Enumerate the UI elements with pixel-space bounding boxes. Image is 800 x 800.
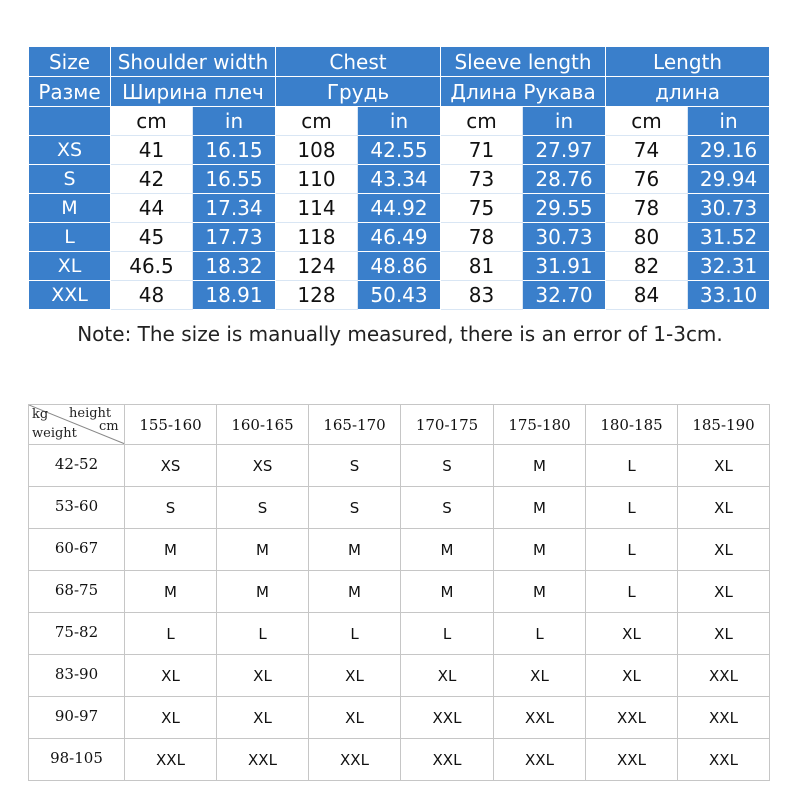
size-value-cell: 28.76 bbox=[523, 165, 606, 194]
size-value-cell: 73 bbox=[441, 165, 523, 194]
size-header: Size bbox=[29, 47, 111, 77]
size-row bbox=[29, 252, 770, 281]
recommended-size-cell: XL bbox=[125, 655, 217, 697]
weight-range-label: 98-105 bbox=[29, 739, 125, 781]
size-value-cell: 17.34 bbox=[193, 194, 276, 223]
height-range-header: 180-185 bbox=[586, 405, 678, 445]
column-header: Shoulder width bbox=[111, 47, 276, 77]
size-value-cell: 80 bbox=[606, 223, 688, 252]
recommended-size-cell: M bbox=[217, 529, 309, 571]
unit-label: cm bbox=[111, 107, 193, 136]
recommended-size-cell: XS bbox=[217, 445, 309, 487]
measurement-note: Note: The size is manually measured, there is an error of 1-3cm. bbox=[77, 322, 723, 346]
size-row bbox=[29, 165, 770, 194]
size-value-cell: 30.73 bbox=[523, 223, 606, 252]
size-value-cell: 44 bbox=[111, 194, 193, 223]
unit-label: cm bbox=[606, 107, 688, 136]
weight-range-label: 90-97 bbox=[29, 697, 125, 739]
size-value-cell: 18.32 bbox=[193, 252, 276, 281]
size-label: L bbox=[29, 223, 111, 252]
recommended-size-cell: L bbox=[217, 613, 309, 655]
recommended-size-cell: XL bbox=[586, 655, 678, 697]
size-label: S bbox=[29, 165, 111, 194]
recommended-size-cell: L bbox=[586, 445, 678, 487]
weight-height-table bbox=[28, 404, 770, 781]
size-table-body bbox=[29, 47, 770, 310]
column-header-ru: длина bbox=[606, 77, 770, 107]
weight-row bbox=[29, 571, 770, 613]
size-value-cell: 31.52 bbox=[688, 223, 770, 252]
weight-row bbox=[29, 697, 770, 739]
size-value-cell: 124 bbox=[276, 252, 358, 281]
recommended-size-cell: XL bbox=[309, 697, 401, 739]
corner-height-label: height bbox=[69, 406, 112, 421]
size-row bbox=[29, 223, 770, 252]
height-range-header: 165-170 bbox=[309, 405, 401, 445]
column-header: Sleeve length bbox=[441, 47, 606, 77]
recommended-size-cell: M bbox=[494, 445, 586, 487]
unit-row-spacer bbox=[29, 107, 111, 136]
recommended-size-cell: L bbox=[309, 613, 401, 655]
size-value-cell: 16.15 bbox=[193, 136, 276, 165]
recommended-size-cell: S bbox=[309, 445, 401, 487]
size-value-cell: 108 bbox=[276, 136, 358, 165]
recommended-size-cell: S bbox=[217, 487, 309, 529]
recommended-size-cell: XXL bbox=[494, 739, 586, 781]
weight-range-label: 53-60 bbox=[29, 487, 125, 529]
recommended-size-cell: S bbox=[125, 487, 217, 529]
height-range-header: 160-165 bbox=[217, 405, 309, 445]
size-value-cell: 114 bbox=[276, 194, 358, 223]
recommended-size-cell: S bbox=[401, 445, 494, 487]
recommended-size-cell: M bbox=[125, 571, 217, 613]
size-value-cell: 84 bbox=[606, 281, 688, 310]
weight-height-table-body bbox=[29, 405, 770, 781]
height-range-header: 175-180 bbox=[494, 405, 586, 445]
recommended-size-cell: M bbox=[309, 571, 401, 613]
height-range-header: 185-190 bbox=[678, 405, 770, 445]
unit-row bbox=[29, 107, 770, 136]
size-value-cell: 50.43 bbox=[358, 281, 441, 310]
recommended-size-cell: XXL bbox=[678, 697, 770, 739]
column-header: Chest bbox=[276, 47, 441, 77]
recommended-size-cell: S bbox=[309, 487, 401, 529]
size-row bbox=[29, 136, 770, 165]
weight-range-label: 75-82 bbox=[29, 613, 125, 655]
size-value-cell: 42 bbox=[111, 165, 193, 194]
weight-row bbox=[29, 487, 770, 529]
recommended-size-cell: M bbox=[217, 571, 309, 613]
size-header-ru: Разме bbox=[29, 77, 111, 107]
size-value-cell: 33.10 bbox=[688, 281, 770, 310]
corner-cm-label: cm bbox=[99, 419, 119, 434]
size-label: XXL bbox=[29, 281, 111, 310]
size-value-cell: 44.92 bbox=[358, 194, 441, 223]
unit-label: in bbox=[193, 107, 276, 136]
size-value-cell: 41 bbox=[111, 136, 193, 165]
recommended-size-cell: XXL bbox=[586, 697, 678, 739]
height-range-header: 155-160 bbox=[125, 405, 217, 445]
recommended-size-cell: XXL bbox=[678, 739, 770, 781]
recommended-size-cell: XL bbox=[678, 571, 770, 613]
weight-range-label: 42-52 bbox=[29, 445, 125, 487]
size-row bbox=[29, 194, 770, 223]
recommended-size-cell: XXL bbox=[309, 739, 401, 781]
unit-label: cm bbox=[441, 107, 523, 136]
size-value-cell: 118 bbox=[276, 223, 358, 252]
size-value-cell: 74 bbox=[606, 136, 688, 165]
size-value-cell: 48 bbox=[111, 281, 193, 310]
weight-row bbox=[29, 739, 770, 781]
recommended-size-cell: M bbox=[125, 529, 217, 571]
size-label: M bbox=[29, 194, 111, 223]
recommended-size-cell: XXL bbox=[125, 739, 217, 781]
recommended-size-cell: XL bbox=[678, 445, 770, 487]
size-value-cell: 48.86 bbox=[358, 252, 441, 281]
recommended-size-cell: XL bbox=[401, 655, 494, 697]
size-value-cell: 18.91 bbox=[193, 281, 276, 310]
size-value-cell: 110 bbox=[276, 165, 358, 194]
weight-row bbox=[29, 655, 770, 697]
weight-range-label: 83-90 bbox=[29, 655, 125, 697]
unit-label: in bbox=[523, 107, 606, 136]
weight-row bbox=[29, 613, 770, 655]
recommended-size-cell: L bbox=[586, 487, 678, 529]
recommended-size-cell: L bbox=[586, 529, 678, 571]
column-header-ru: Грудь bbox=[276, 77, 441, 107]
height-header-row bbox=[29, 405, 770, 445]
size-row bbox=[29, 281, 770, 310]
header-row-russian bbox=[29, 77, 770, 107]
recommended-size-cell: M bbox=[494, 487, 586, 529]
size-label: XS bbox=[29, 136, 111, 165]
recommended-size-cell: XL bbox=[678, 529, 770, 571]
size-value-cell: 78 bbox=[606, 194, 688, 223]
recommended-size-cell: XXL bbox=[217, 739, 309, 781]
recommended-size-cell: XL bbox=[586, 613, 678, 655]
size-value-cell: 32.70 bbox=[523, 281, 606, 310]
recommended-size-cell: XXL bbox=[401, 697, 494, 739]
recommended-size-cell: XL bbox=[125, 697, 217, 739]
corner-cell bbox=[29, 405, 125, 445]
recommended-size-cell: XL bbox=[678, 613, 770, 655]
size-value-cell: 29.94 bbox=[688, 165, 770, 194]
weight-range-label: 60-67 bbox=[29, 529, 125, 571]
corner-kg-label: kg bbox=[32, 407, 49, 422]
size-value-cell: 29.55 bbox=[523, 194, 606, 223]
column-header-ru: Ширина плеч bbox=[111, 77, 276, 107]
size-value-cell: 82 bbox=[606, 252, 688, 281]
size-value-cell: 128 bbox=[276, 281, 358, 310]
height-range-header: 170-175 bbox=[401, 405, 494, 445]
recommended-size-cell: S bbox=[401, 487, 494, 529]
recommended-size-cell: XL bbox=[494, 655, 586, 697]
size-value-cell: 27.97 bbox=[523, 136, 606, 165]
recommended-size-cell: XS bbox=[125, 445, 217, 487]
recommended-size-cell: XL bbox=[217, 655, 309, 697]
recommended-size-cell: L bbox=[125, 613, 217, 655]
size-value-cell: 16.55 bbox=[193, 165, 276, 194]
corner-weight-label: weight bbox=[32, 426, 77, 441]
size-measurement-table bbox=[28, 46, 770, 310]
recommended-size-cell: XL bbox=[217, 697, 309, 739]
recommended-size-cell: XXL bbox=[678, 655, 770, 697]
weight-row bbox=[29, 529, 770, 571]
size-value-cell: 71 bbox=[441, 136, 523, 165]
size-value-cell: 31.91 bbox=[523, 252, 606, 281]
header-row-english bbox=[29, 47, 770, 77]
size-value-cell: 78 bbox=[441, 223, 523, 252]
column-header-ru: Длина Рукава bbox=[441, 77, 606, 107]
size-value-cell: 76 bbox=[606, 165, 688, 194]
recommended-size-cell: M bbox=[494, 529, 586, 571]
unit-label: in bbox=[688, 107, 770, 136]
recommended-size-cell: M bbox=[401, 529, 494, 571]
size-value-cell: 29.16 bbox=[688, 136, 770, 165]
unit-label: cm bbox=[276, 107, 358, 136]
weight-range-label: 68-75 bbox=[29, 571, 125, 613]
recommended-size-cell: M bbox=[401, 571, 494, 613]
recommended-size-cell: M bbox=[494, 571, 586, 613]
size-value-cell: 81 bbox=[441, 252, 523, 281]
size-label: XL bbox=[29, 252, 111, 281]
size-value-cell: 32.31 bbox=[688, 252, 770, 281]
recommended-size-cell: L bbox=[494, 613, 586, 655]
size-value-cell: 43.34 bbox=[358, 165, 441, 194]
column-header: Length bbox=[606, 47, 770, 77]
recommended-size-cell: XXL bbox=[401, 739, 494, 781]
recommended-size-cell: L bbox=[586, 571, 678, 613]
size-value-cell: 30.73 bbox=[688, 194, 770, 223]
size-value-cell: 42.55 bbox=[358, 136, 441, 165]
size-value-cell: 75 bbox=[441, 194, 523, 223]
size-value-cell: 83 bbox=[441, 281, 523, 310]
unit-label: in bbox=[358, 107, 441, 136]
recommended-size-cell: XL bbox=[678, 487, 770, 529]
weight-row bbox=[29, 445, 770, 487]
recommended-size-cell: L bbox=[401, 613, 494, 655]
recommended-size-cell: XXL bbox=[494, 697, 586, 739]
size-value-cell: 45 bbox=[111, 223, 193, 252]
size-value-cell: 46.5 bbox=[111, 252, 193, 281]
size-value-cell: 46.49 bbox=[358, 223, 441, 252]
recommended-size-cell: XL bbox=[309, 655, 401, 697]
size-value-cell: 17.73 bbox=[193, 223, 276, 252]
recommended-size-cell: M bbox=[309, 529, 401, 571]
recommended-size-cell: XXL bbox=[586, 739, 678, 781]
